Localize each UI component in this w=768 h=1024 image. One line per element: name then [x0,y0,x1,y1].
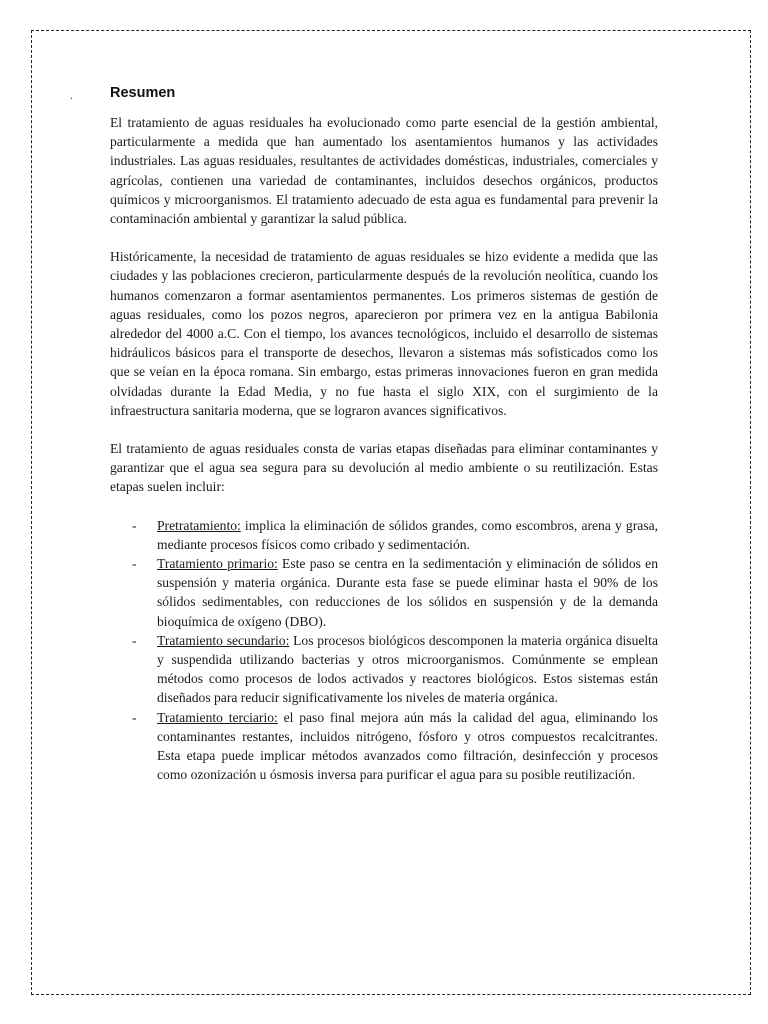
list-dash: - [132,632,137,648]
list-dash: - [132,709,137,725]
list-item-text: Este paso se centra en la sedimentación y eliminación de sólidos en suspensión y materia orgánica. Durante esta fase se puede eliminar hasta el 90% de los sólidos sedimentables, con reducciones de los sólidos en suspensión y de la demanda bioquímica de oxígeno (DBO). [157,556,658,629]
section-title: Resumen [110,85,176,101]
list-item-text: el paso final mejora aún más la calidad del agua, eliminando los contaminantes restantes, incluidos nitrógeno, fósforo y otros compuestos recalcitrantes. Esta etapa puede implicar métodos avanzados como filtración, desinfección y procesos como ozonización u ósmosis inversa para purificar el agua para su posible reutilización. [157,709,658,783]
list-item-terciario [132,708,658,785]
margin-marker: . [70,88,73,102]
list-item-pretratamiento [132,516,658,554]
list-item-text: Los procesos biológicos descomponen la materia orgánica disuelta y suspendida utilizando bacterias y otros microorganismos. Comúnmente se emplean métodos como procesos de lodos activados y reactores biológicos. Estos sistemas están diseñados para reducir significativamente los niveles de materia orgánica. [157,632,658,706]
list-dash: - [132,517,137,533]
stages-list [110,516,658,785]
list-item-term: Tratamiento terciario: [157,709,278,725]
list-item-term: Pretratamiento: [157,517,241,533]
list-item-term: Tratamiento primario: [157,556,278,572]
list-item-text: implica la eliminación de sólidos grandes, como escombros, arena y grasa, mediante procesos físicos como cribado y sedimentación. [157,517,658,552]
paragraph-intro: El tratamiento de aguas residuales ha evolucionado como parte esencial de la gestión ambiental, particularmente a medida que han aumentado los asentamientos humanos y las actividades industriales. Las aguas residuales, resultantes de actividades domésticas, industriales, comerciales y agrícolas, contienen una variedad de contaminantes, incluidos desechos orgánicos, productos químicos y microorganismos. El tratamiento adecuado de esta agua es fundamental para prevenir la contaminación ambiental y garantizar la salud pública. [110,115,658,227]
paragraph-stages: El tratamiento de aguas residuales consta de varias etapas diseñadas para eliminar contaminantes y garantizar que el agua sea segura para su devolución al medio ambiente o su reutilización. Estas etapas suelen incluir: [110,441,658,495]
list-item-term: Tratamiento secundario: [157,632,290,648]
list-item-primario [132,554,658,631]
document-body [110,113,658,785]
list-item-secundario [132,631,658,708]
list-dash: - [132,556,137,572]
paragraph-history: Históricamente, la necesidad de tratamiento de aguas residuales se hizo evidente a medida que las ciudades y las poblaciones crecieron, particularmente después de la revolución neolítica, cuando los humanos comenzaron a formar asentamientos permanentes. Los primeros sistemas de gestión de aguas residuales, como los pozos negros, aparecieron por primera vez en la antigua Babilonia alrededor del 4000 a.C. Con el tiempo, los avances tecnológicos, incluido el desarrollo de sistemas hidráulicos básicos para el transporte de desechos, llevaron a sistemas más sofisticados como los que se veían en la época romana. Sin embargo, estas primeras innovaciones fueron en gran medida olvidadas durante la Edad Media, y no fue hasta el siglo XIX, con el surgimiento de la infraestructura sanitaria moderna, que se lograron avances significativos. [110,249,658,418]
